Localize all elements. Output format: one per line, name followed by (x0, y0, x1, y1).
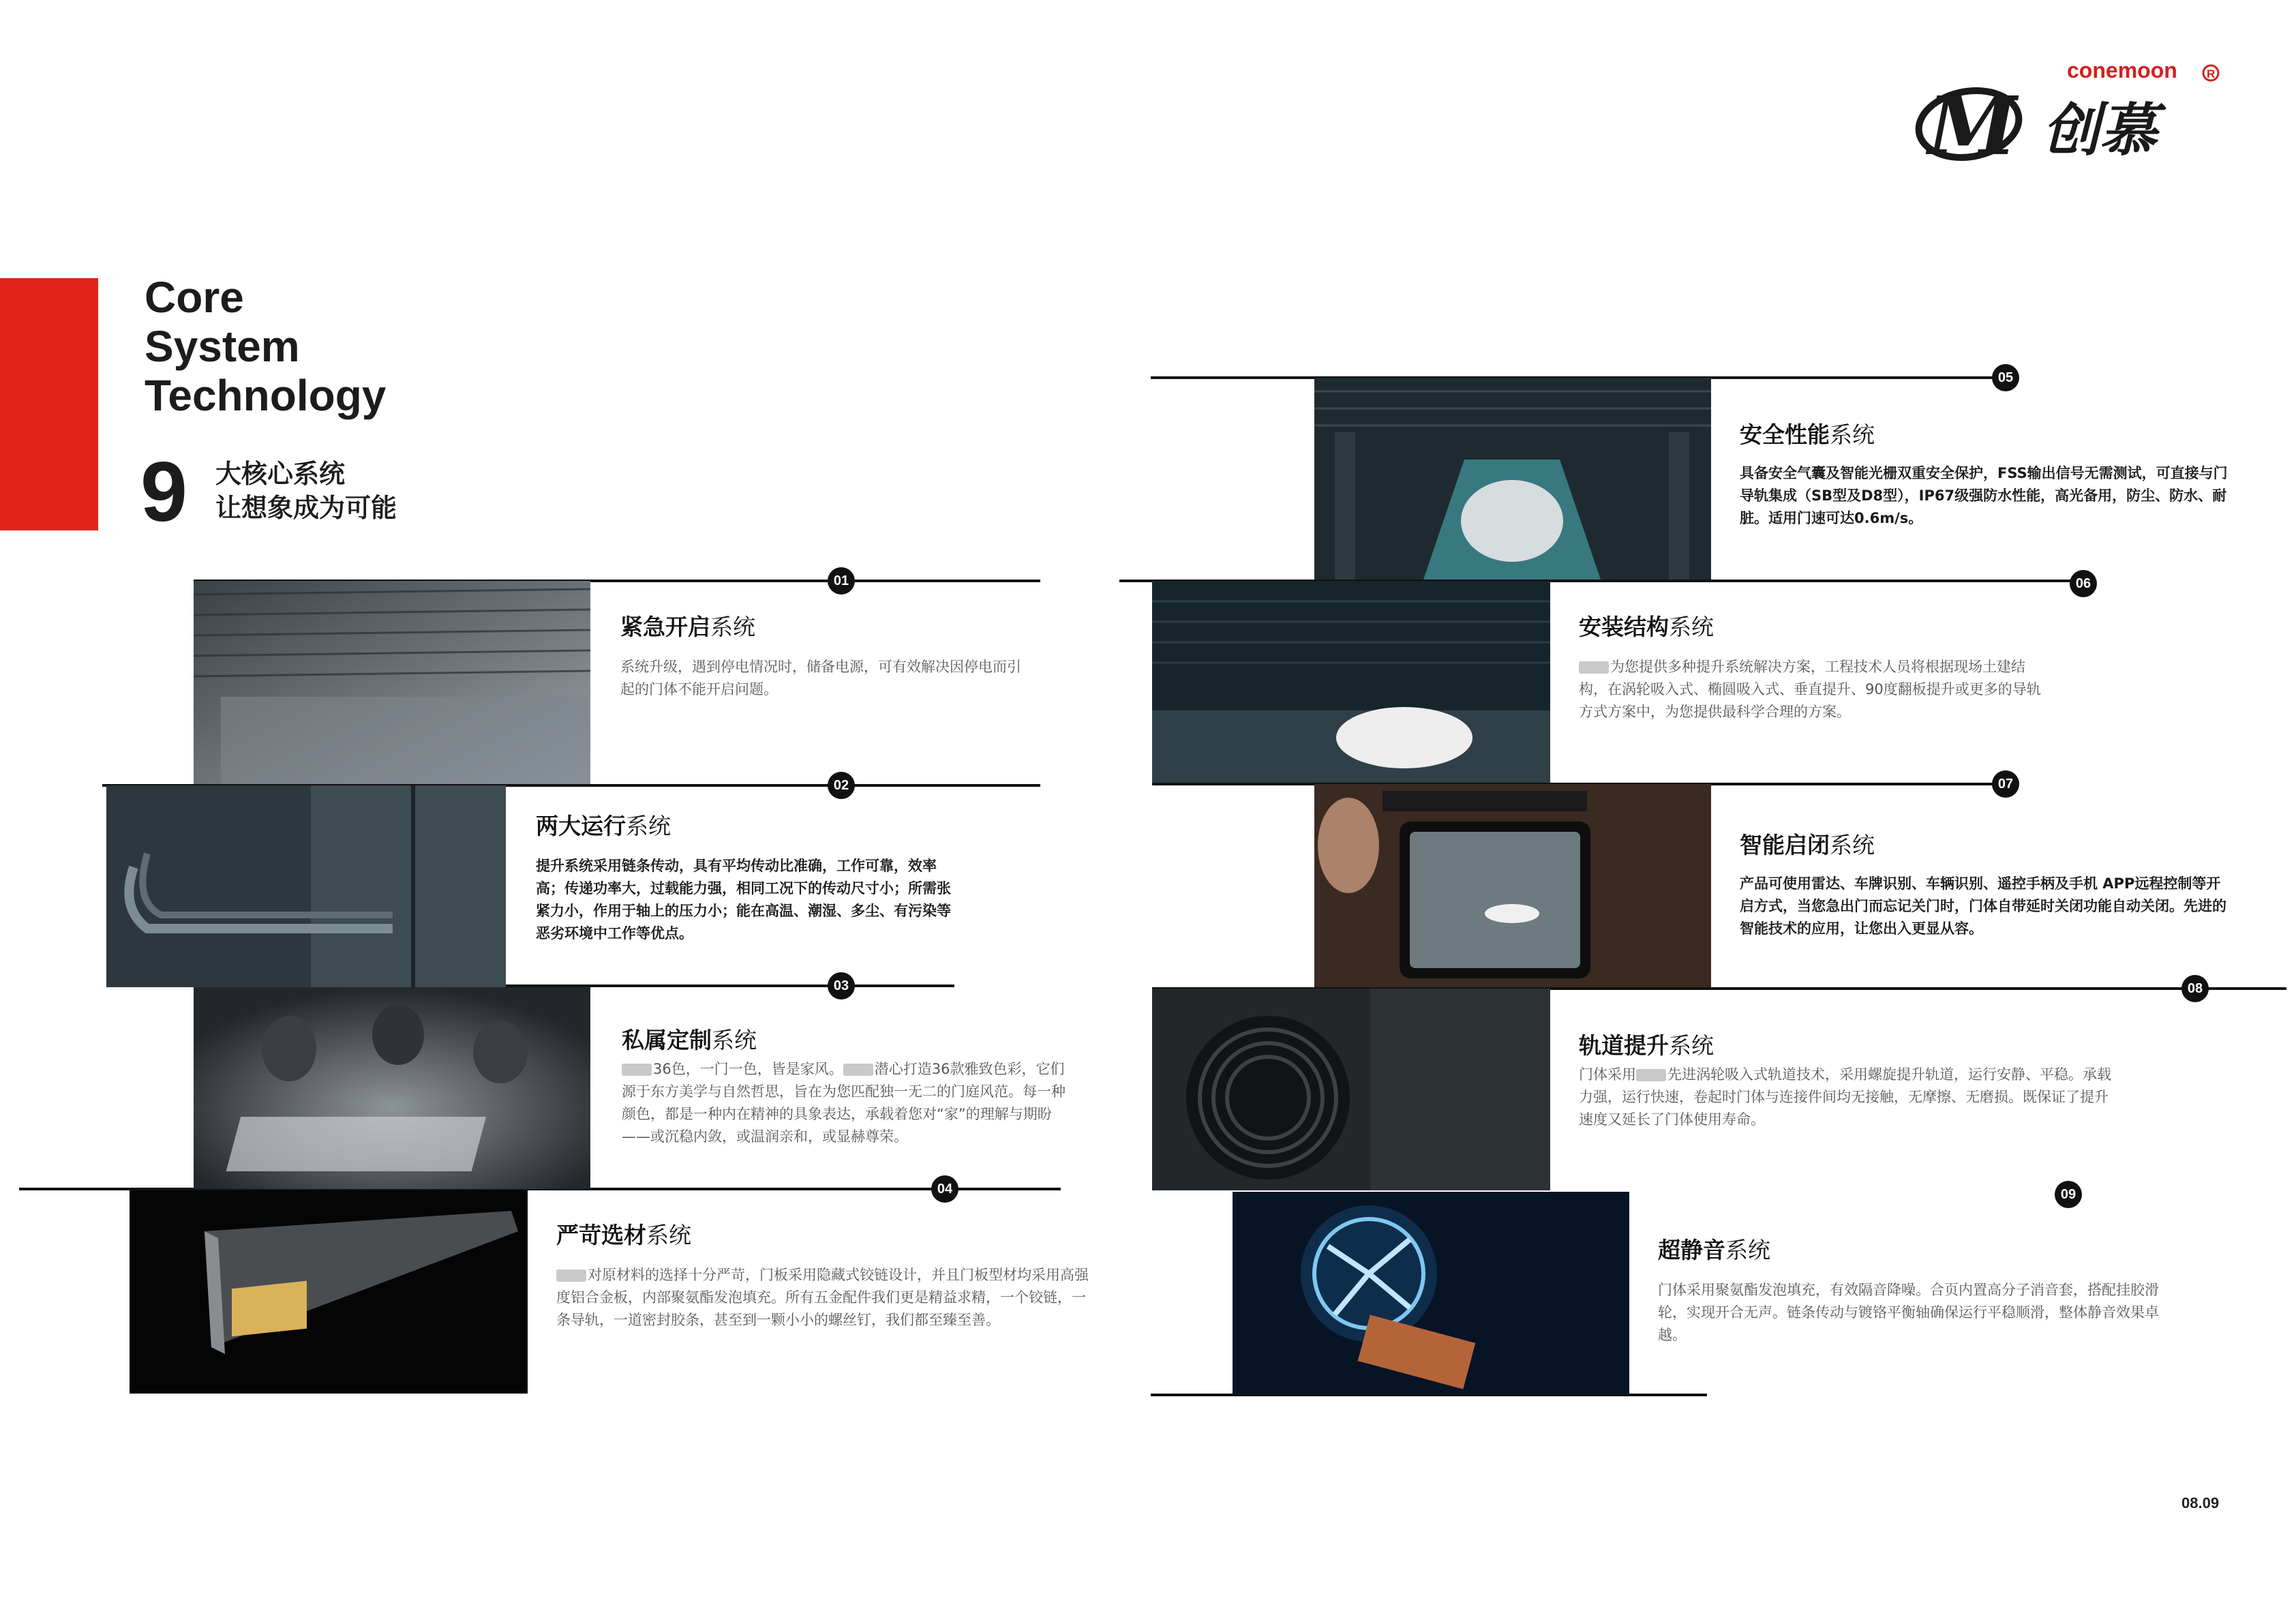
badge-02: 02 (828, 772, 855, 799)
badge-07: 07 (1992, 770, 2019, 798)
item-09 (1658, 1235, 2162, 1347)
image-safety-car (1314, 378, 1711, 580)
item-05-desc: 具备安全气囊及智能光栅双重安全保护，FSS输出信号无需测试，可直接与门导轨集成（SB型及D8型），IP67级强防水性能，高光备用，防尘、防水、耐脏。适用门速可达0.6m/s。 (1740, 465, 2228, 526)
item-05-title: 安全性能系统 (1740, 421, 1875, 448)
page-number: 08.09 (2181, 1494, 2220, 1512)
item-08-title: 轨道提升系统 (1579, 1032, 1714, 1059)
item-01-desc: 系统升级，遇到停电情况时，储备电源，可有效解决因停电而引起的门体不能开启问题。 (620, 659, 1021, 697)
item-07 (1740, 830, 2231, 940)
image-smart-dashboard (1314, 784, 1711, 987)
item-06 (1579, 612, 2042, 723)
item-03-desc-a: 36色，一门一色，皆是家风。 (653, 1061, 843, 1077)
item-04-desc (556, 1264, 1095, 1332)
blurred-brand-icon (1636, 1069, 1666, 1081)
item-04 (556, 1220, 1095, 1332)
item-08-desc-a: 门体采用 (1579, 1066, 1636, 1083)
item-09-desc: 门体采用聚氨酯发泡填充，有效隔音降噪。合页内置高分子消音套，搭配挂胶滑轮，实现开合无声。链条传动与镀铬平衡轴确保运行平稳顺滑，整体静音效果卓越。 (1658, 1282, 2159, 1343)
badge-09: 09 (2055, 1181, 2082, 1208)
item-08-desc (1579, 1064, 2117, 1131)
item-02-title: 两大运行系统 (536, 813, 671, 839)
badge-06: 06 (2070, 570, 2097, 597)
image-custom-team (194, 987, 590, 1189)
slogan-line-2: 让想象成为可能 (215, 493, 397, 523)
image-material-profile (130, 1190, 528, 1394)
image-emergency-door (194, 581, 590, 784)
item-08-desc-b: 先进涡轮吸入式轨道技术，采用螺旋提升轨道，运行安静、平稳。承载力强，运行快速，卷起时门体与连接件间均无接触，无摩擦、无磨损。既保证了提升速度又延长了门体使用寿命。 (1579, 1066, 2111, 1128)
item-01 (620, 612, 1029, 701)
item-07-desc: 产品可使用雷达、车牌识别、车辆识别、遥控手柄及手机 APP远程控制等开启方式，当您急出门而忘记关门时，门体自带延时关闭功能自动关闭。先进的智能技术的应用，让您出入更显从容。 (1740, 875, 2226, 937)
badge-08: 08 (2181, 975, 2209, 1002)
accent-red-bar (0, 278, 98, 530)
item-08 (1579, 1031, 2117, 1131)
item-02-desc: 提升系统采用链条传动，具有平均传动比准确，工作可靠，效率高；传递功率大，过载能力强，相同工况下的传动尺寸小；所需张紧力小，作用于轴上的压力小；能在高温、潮湿、多尘、有污染等恶劣环境中工作等优点。 (536, 858, 951, 942)
slogan (215, 457, 397, 525)
item-03-title: 私属定制系统 (622, 1027, 757, 1053)
image-silent-motor (1233, 1192, 1629, 1394)
logo-wordmark: conemoon (2067, 58, 2177, 82)
item-05 (1740, 420, 2231, 530)
blurred-brand-icon (622, 1064, 652, 1076)
image-track-spiral (1152, 989, 1550, 1190)
brand-logo (1909, 55, 2222, 170)
registered-letter: R (2207, 67, 2216, 80)
item-07-title: 智能启闭系统 (1740, 832, 1875, 858)
item-04-desc-text: 对原材料的选择十分严苛，门板采用隐藏式铰链设计，并且门板型材均采用高强度铝合金板，内部聚氨酯发泡填充。所有五金配件我们更是精益求精，一个铰链，一条导轨，一道密封胶条，甚至到一颗小小的螺丝钉，我们都至臻至善。 (556, 1267, 1089, 1328)
badge-03: 03 (828, 972, 855, 999)
blurred-brand-icon (843, 1064, 873, 1076)
item-01-title: 紧急开启系统 (620, 614, 755, 640)
item-03-desc (622, 1058, 1072, 1148)
logo-m-mark: M (1928, 78, 2017, 170)
divider-09 (1151, 1394, 1707, 1396)
section-title (145, 273, 386, 420)
item-03 (622, 1025, 1072, 1148)
blurred-brand-icon (556, 1269, 586, 1282)
image-install-garage (1152, 581, 1550, 783)
badge-04: 04 (931, 1175, 958, 1203)
item-09-title: 超静音系统 (1658, 1237, 1770, 1263)
badge-01: 01 (828, 567, 855, 595)
image-chain-drive (106, 785, 506, 987)
badge-05: 05 (1992, 364, 2019, 391)
logo-chinese: 创慕 (2042, 97, 2158, 164)
slogan-line-1: 大核心系统 (215, 459, 346, 489)
big-number: 9 (140, 445, 187, 539)
item-02 (536, 811, 952, 945)
item-06-title: 安装结构系统 (1579, 614, 1714, 640)
blurred-brand-icon (1579, 661, 1609, 674)
item-06-desc (1579, 656, 2042, 723)
title-line-technology: Technology (145, 371, 387, 420)
item-06-desc-text: 为您提供多种提升系统解决方案，工程技术人员将根据现场土建结构，在涡轮吸入式、椭圆吸入式、垂直提升、90度翻板提升或更多的导轨方式方案中，为您提供最科学合理的方案。 (1579, 659, 2041, 720)
item-04-title: 严苛选材系统 (556, 1222, 691, 1248)
title-line-core: Core (145, 273, 244, 322)
title-line-system: System (145, 322, 300, 371)
item-03-desc-b: 潜心打造36款雅致色彩，它们源于东方美学与自然哲思，旨在为您匹配独一无二的门庭风范。每一种颜色，都是一种内在精神的具象表达，承载着您对“家”的理解与期盼——或沉稳内敛，或温润亲和，或显赫尊荣。 (622, 1061, 1066, 1145)
